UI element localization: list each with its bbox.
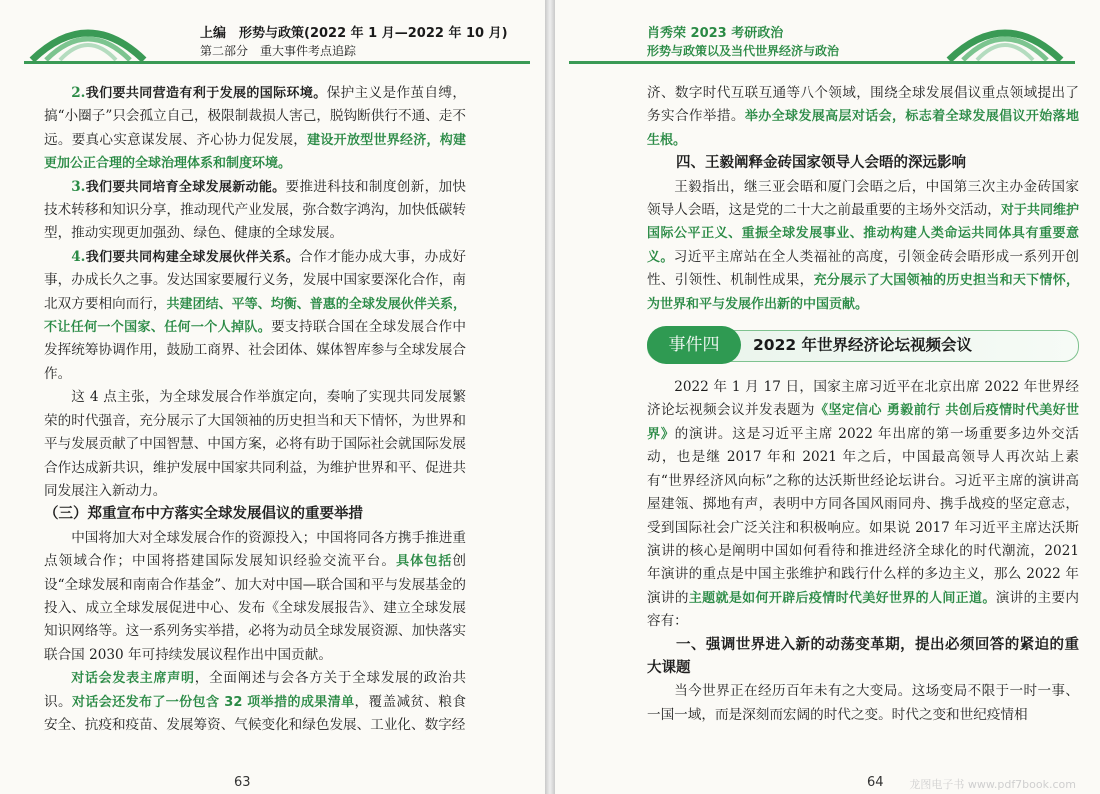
point-2-paragraph: 2.我们要共同营造有利于发展的国际环境。保护主义是作茧自缚，搞“小圈子”只会孤立自己，极限制裁损人害己，脱钩断供行不通、走不远。要真心实意谋发展、齐心协力促发展，建设开放型世界经济，构建更加公正合理的全球治理体系和制度环境。 <box>44 85 466 172</box>
highlight: 举办全球发展高层对话会，标志着全球发展倡议开始落地生根。 <box>647 109 1079 148</box>
section-heading-3: （三）郑重宣布中方落实全球发展倡议的重要举措 <box>44 506 363 523</box>
highlight: 主题就是如何开辟后疫情时代美好世界的人间正道。 <box>688 590 996 606</box>
left-body <box>44 82 466 737</box>
measures-paragraph: 中国将加大对全球发展合作的资源投入；中国将同各方携手推进重点领域合作；中国将搭建国际发展知识经验交流平台。具体包括创设“全球发展和南南合作基金”、加大对中国—联合国和平与发展基金的投入、成立全球发展促进中心、发布《全球发展报告》、建立全球发展知识网络等。这一系列务实举措，必将为动员全球发展资源、加快落实联合国 2030 年可持续发展议程作出中国贡献。 <box>44 529 466 663</box>
highlight: 具体包括 <box>396 554 453 570</box>
continued-paragraph: 济、数字时代互联互通等八个领域，围绕全球发展倡议重点领域提出了务实合作举措。举办全球发展高层对话会，标志着全球发展倡议开始落地生根。 <box>647 85 1079 148</box>
highlight: 共建团结、平等、均衡、普惠的全球发展伙伴关系，不让任何一个国家、任何一个人掉队。 <box>44 296 466 336</box>
page-number-right: 64 <box>867 775 884 790</box>
right-page <box>555 0 1100 794</box>
change-paragraph: 当今世界正在经历百年未有之大变局。这场变局不限于一时一事、一国一域，而是深刻而宏阔的时代之变。时代之变和世纪疫情相 <box>647 683 1079 723</box>
right-header-subtitle: 形势与政策以及当代世界经济与政治 <box>647 44 840 58</box>
right-header <box>555 0 1100 64</box>
section-heading-a: 一、强调世界进入新的动荡变革期，提出必须回答的紧迫的重大课题 <box>647 636 1079 676</box>
left-header-subtitle: 第二部分 重大事件考点追踪 <box>200 44 357 58</box>
book-gutter <box>545 0 555 794</box>
highlight: 对话会还发布了一份包含 32 项举措的成果清单 <box>71 694 355 710</box>
highlight: 《坚定信心 勇毅前行 共创后疫情时代美好世界》 <box>647 403 1079 442</box>
left-header <box>0 0 545 64</box>
arc-logo-icon <box>28 12 148 62</box>
event-title: 2022 年世界经济论坛视频会议 <box>753 336 973 355</box>
page-number-left: 63 <box>234 775 251 790</box>
left-header-title: 上编 形势与政策(2022 年 1 月—2022 年 10 月) <box>200 26 508 41</box>
point-3-lead: 我们要共同培育全球发展新动能。 <box>85 179 286 195</box>
event-banner <box>647 326 1079 364</box>
point-3-paragraph: 3.我们要共同培育全球发展新动能。要推进科技和制度创新，加快技术转移和知识分享，推动现代产业发展，弥合数字鸿沟，加快低碳转型，推动实现更加强劲、绿色、健康的全球发展。 <box>44 178 466 242</box>
highlight: 对话会发表主席声明 <box>71 671 195 687</box>
watermark: 龙图电子书 www.pdf7book.com <box>909 778 1076 791</box>
summary-paragraph: 这 4 点主张，为全球发展合作举旗定向，奏响了实现共同发展繁荣的时代强音，充分展示了大国领袖的历史担当和天下情怀，为世界和平与发展贡献了中国智慧、中国方案，必将有助于国际社会就国际发展合作达成新共识，维护发展中国家共同利益，为维护世界和平、促进共同发展注入新动力。 <box>44 389 466 499</box>
point-4-paragraph: 4.我们要共同构建全球发展伙伴关系。合作才能办成大事，办成好事，办成长久之事。发达国家要履行义务，发展中国家要深化合作，南北双方要相向而行，共建团结、平等、均衡、普惠的全球发展伙伴关系，不让任何一个国家、任何一个人掉队。要支持联合国在全球发展合作中发挥统筹协调作用，鼓励工商界、社会团体、媒体智库参与全球发展合作。 <box>44 248 466 382</box>
right-body <box>647 82 1079 727</box>
point-2-lead: 我们要共同营造有利于发展的国际环境。 <box>85 86 327 101</box>
davos-paragraph: 2022 年 1 月 17 日，国家主席习近平在北京出席 2022 年世界经济论坛视频会议并发表题为《坚定信心 勇毅前行 共创后疫情时代美好世界》的演讲。这是习近平主席 2022 年出席的第一场重要多边外交活动，也是继 2017 年和 2021 年之后，中国最高领导人再次站上素有“世界经济风向标”之称的达沃斯世经论坛讲台。习近平主席的演讲高屋建瓴、掷地有声，表明中方同各国风雨同舟、携手战疫的坚定意志，受到国际社会广泛关注和积极响应。如果说 2017 年习近平主席达沃斯演讲的核心是阐明中国如何看待和推进经济全球化的时代潮流，2021 年演讲的重点是中国主张维护和践行什么样的多边主义，那么 2022 年演讲的主题就是如何开辟后疫情时代美好世界的人间正道。演讲的主要内容有： <box>647 379 1079 630</box>
right-header-rule <box>569 61 1075 64</box>
right-header-title: 肖秀荣 2023 考研政治 <box>647 26 784 41</box>
left-page <box>0 0 545 794</box>
highlight: 充分展示了大国领袖的历史担当和天下情怀，为世界和平与发展作出新的中国贡献。 <box>647 273 1079 312</box>
highlight: 建设开放型世界经济，构建更加公正合理的全球治理体系和制度环境。 <box>44 132 466 172</box>
wangyi-paragraph: 王毅指出，继三亚会晤和厦门会晤之后，中国第三次主办金砖国家领导人会晤，这是党的二十大之前最重要的主场外交活动，对于共同维护国际公平正义、重振全球发展事业、推动构建人类命运共同体具有重要意义。习近平主席站在全人类福祉的高度，引领金砖会晤形成一系列开创性、引领性、机制性成果，充分展示了大国领袖的历史担当和天下情怀，为世界和平与发展作出新的中国贡献。 <box>647 178 1079 312</box>
statement-paragraph: 对话会发表主席声明，全面阐述与会各方关于全球发展的政治共识。对话会还发布了一份包含 32 项举措的成果清单，覆盖减贫、粮食安全、抗疫和疫苗、发展筹资、气候变化和绿色发展、工业化、数字经 <box>44 670 466 733</box>
section-heading-4: 四、王毅阐释金砖国家领导人会晤的深远影响 <box>676 155 966 172</box>
arc-logo-icon <box>945 12 1065 62</box>
event-tag: 事件四 <box>647 326 741 364</box>
left-header-rule <box>24 61 530 64</box>
point-4-lead: 我们要共同构建全球发展伙伴关系。 <box>85 249 300 265</box>
highlight: 对于共同维护国际公平正义、重振全球发展事业、推动构建人类命运共同体具有重要意义。 <box>647 203 1079 265</box>
